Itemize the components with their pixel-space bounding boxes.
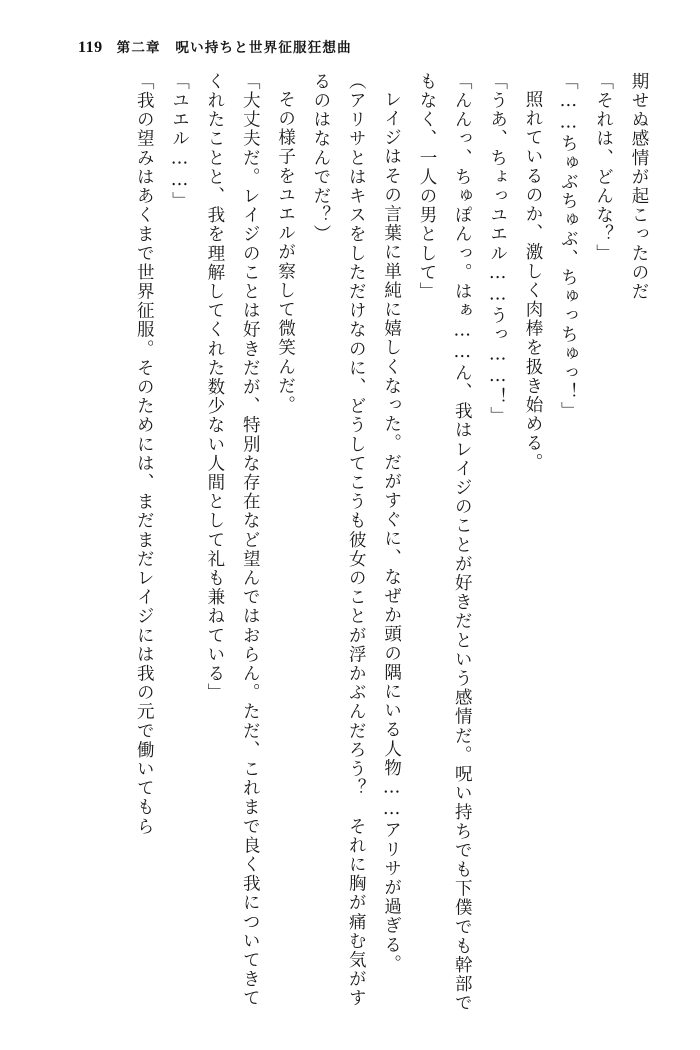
paragraph: 「それは、どんな？」 — [593, 72, 614, 263]
paragraph: 照れているのか、激しく肉棒を扱き始める。 — [522, 89, 543, 472]
paragraph: 「ユエル……」 — [169, 72, 190, 211]
paragraph: レイジはその言葉に単純に嬉しくなった。だがすぐに、なぜか頭の隅にいる人物……アリサが過ぎる。 — [381, 89, 402, 974]
vertical-text-block — [52, 72, 656, 1020]
paragraph: 「我の望みはあくまで世界征服。そのためには、まだまだレイジには我の元で働いてもら — [134, 72, 155, 836]
paragraph: その様子をユエルが察して微笑んだ。 — [275, 89, 296, 415]
paragraph: 「大丈夫だ。レイジのことは好きだが、特別な存在など望んではおらん。ただ、これまで良く我についてきてくれたことと、我を理解してくれた数少ない人間として礼も兼ねている」 — [204, 72, 261, 1008]
paragraph: 「うあ、ちょっユエル……うっ……！」 — [487, 72, 508, 426]
paragraph: 「んんっ、ちゅぽんっ。はぁ……ん、我はレイジのことが好きだという感情だ。呪い持ちでも下僕でも幹部でもなく、一人の男として」 — [416, 72, 473, 1013]
running-header — [40, 36, 660, 70]
chapter-title: 第二章 呪い持ちと世界征服狂想曲 — [116, 40, 352, 56]
page-number: 119 — [78, 39, 103, 56]
paragraph: 「……ちゅぶちゅぶ、ちゅっちゅっ！」 — [558, 72, 579, 421]
body-text-area — [52, 72, 656, 1020]
paragraph: 期せぬ感情が起こったのだ — [629, 72, 649, 302]
paragraph: （アリサとはキスをしただけなのに、どうしてこうも彼女のことが浮かぶんだろう？ それに胸が痛む気がするのはなんでだ？） — [310, 72, 367, 1008]
